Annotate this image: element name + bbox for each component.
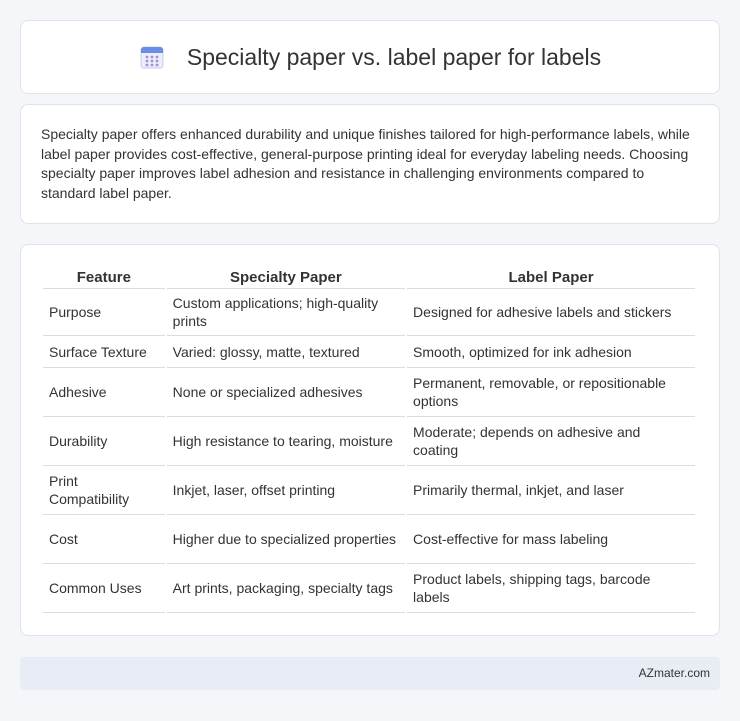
comparison-table [41,267,697,613]
cell-feature: Durability [43,417,165,466]
footer-site-link[interactable]: AZmater.com [638,666,710,680]
cell-label: Cost-effective for mass labeling [407,515,695,564]
header-specialty-paper: Specialty Paper [167,267,405,289]
cell-specialty: Custom applications; high-quality prints [167,289,405,336]
header-label-paper: Label Paper [407,267,695,289]
table-row [43,515,695,564]
table-row [43,336,695,368]
cell-label: Designed for adhesive labels and stickers [407,289,695,336]
table-row [43,289,695,336]
table-header-row [43,267,695,289]
cell-feature: Surface Texture [43,336,165,368]
cell-feature: Common Uses [43,564,165,613]
comparison-card [20,244,720,636]
calendar-icon [139,44,165,70]
cell-label: Smooth, optimized for ink adhesion [407,336,695,368]
cell-feature: Purpose [43,289,165,336]
table-row [43,417,695,466]
cell-specialty: Varied: glossy, matte, textured [167,336,405,368]
cell-label: Primarily thermal, inkjet, and laser [407,466,695,515]
cell-feature: Cost [43,515,165,564]
cell-label: Moderate; depends on adhesive and coating [407,417,695,466]
cell-specialty: Higher due to specialized properties [167,515,405,564]
cell-specialty: Inkjet, laser, offset printing [167,466,405,515]
cell-specialty: High resistance to tearing, moisture [167,417,405,466]
cell-specialty: None or specialized adhesives [167,368,405,417]
cell-specialty: Art prints, packaging, specialty tags [167,564,405,613]
footer-bar [20,657,720,690]
intro-paragraph: Specialty paper offers enhanced durability and unique finishes tailored for high-performance labels, while label paper provides cost-effective, general-purpose printing ideal for everyday labeling needs. Choosing specialty paper improves label adhesion and resistance in challenging environments compared to standard label paper. [41,126,690,201]
cell-feature: Print Compatibility [43,466,165,515]
cell-label: Permanent, removable, or repositionable options [407,368,695,417]
cell-feature: Adhesive [43,368,165,417]
header-feature: Feature [43,267,165,289]
intro-card [20,104,720,224]
table-row [43,368,695,417]
title-card [20,20,720,94]
table-row [43,466,695,515]
cell-label: Product labels, shipping tags, barcode labels [407,564,695,613]
table-row [43,564,695,613]
page-title: Specialty paper vs. label paper for labels [186,43,602,70]
